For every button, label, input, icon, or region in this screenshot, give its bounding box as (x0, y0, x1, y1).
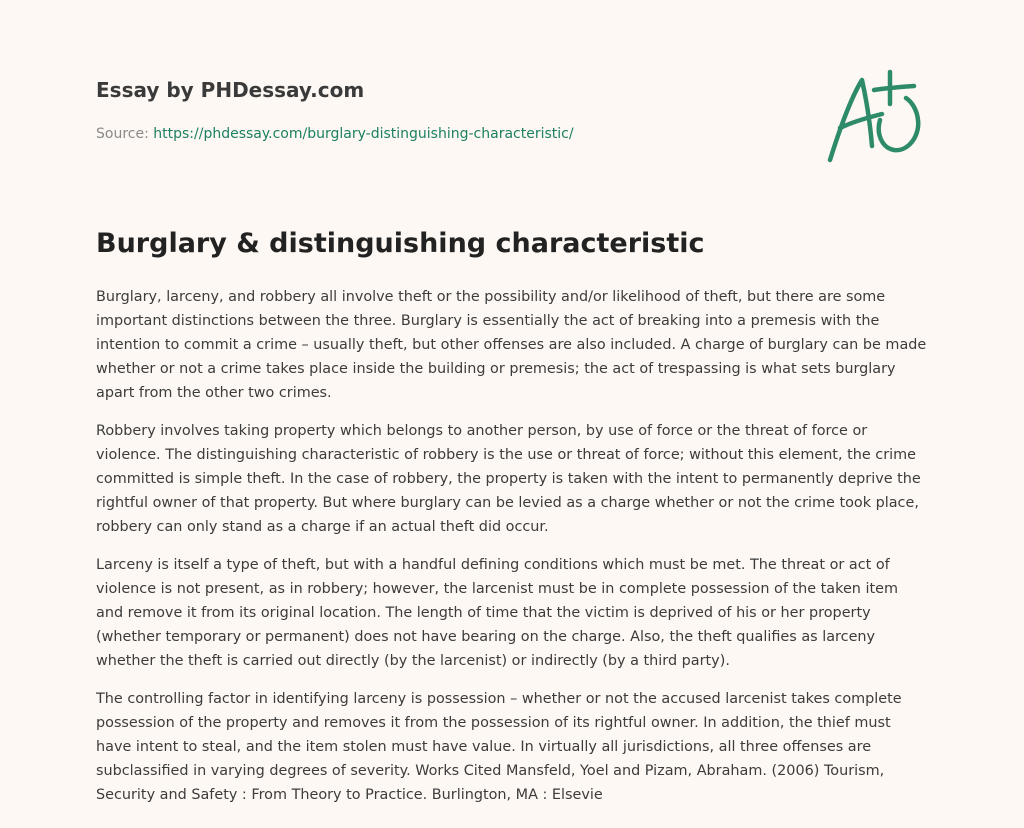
source-line (96, 124, 736, 144)
essay-paragraph: Larceny is itself a type of theft, but with a handful defining conditions which must be met. The threat or act of violence is not present, as in robbery; however, the larcenist must be in complete possession of the taken item and remove it from its original location. The length of time that the victim is deprived of his or her property (whether temporary or permanent) does not have bearing on the charge. Also, the theft qualifies as larceny whether the theft is carried out directly (by the larcenist) or indirectly (by a third party). (96, 557, 899, 669)
a-plus-grade-icon (822, 68, 926, 164)
essay-body (96, 285, 928, 821)
essay-paragraph: Burglary, larceny, and robbery all involve theft or the possibility and/or likelihood of theft, but there are some important distinctions between the three. Burglary is essentially the act of breaking into a premesis with the intention to commit a crime – usually theft, but other offenses are also included. A charge of burglary can be made whether or not a crime takes place inside the building or premesis; the act of trespassing is what sets burglary apart from the other two crimes. (96, 289, 927, 401)
essay-paragraph: Robbery involves taking property which belongs to another person, by use of force or the threat of force or violence. The distinguishing characteristic of robbery is the use or threat of force; without this element, the crime committed is simple theft. In the case of robbery, the property is taken with the intent to permanently deprive the rightful owner of that property. But where burglary can be levied as a charge whether or not the crime took place, robbery can only stand as a charge if an actual theft did occur. (96, 423, 921, 535)
source-link[interactable]: https://phdessay.com/burglary-distinguishing-characteristic/ (153, 126, 574, 142)
page-header (96, 76, 736, 144)
brand-title: Essay by PHDessay.com (96, 78, 365, 102)
essay-title: Burglary & distinguishing characteristic (96, 228, 705, 259)
source-label: Source: (96, 126, 149, 142)
essay-paragraph: The controlling factor in identifying larceny is possession – whether or not the accused larcenist takes complete possession of the property and removes it from the possession of its rightful owner. In addition, the thief must have intent to steal, and the item stolen must have value. In virtually all jurisdictions, all three offenses are subclassified in varying degrees of severity. Works Cited Mansfeld, Yoel and Pizam, Abraham. (2006) Tourism, Security and Safety : From Theory to Practice. Burlington, MA : Elsevie (96, 691, 902, 803)
